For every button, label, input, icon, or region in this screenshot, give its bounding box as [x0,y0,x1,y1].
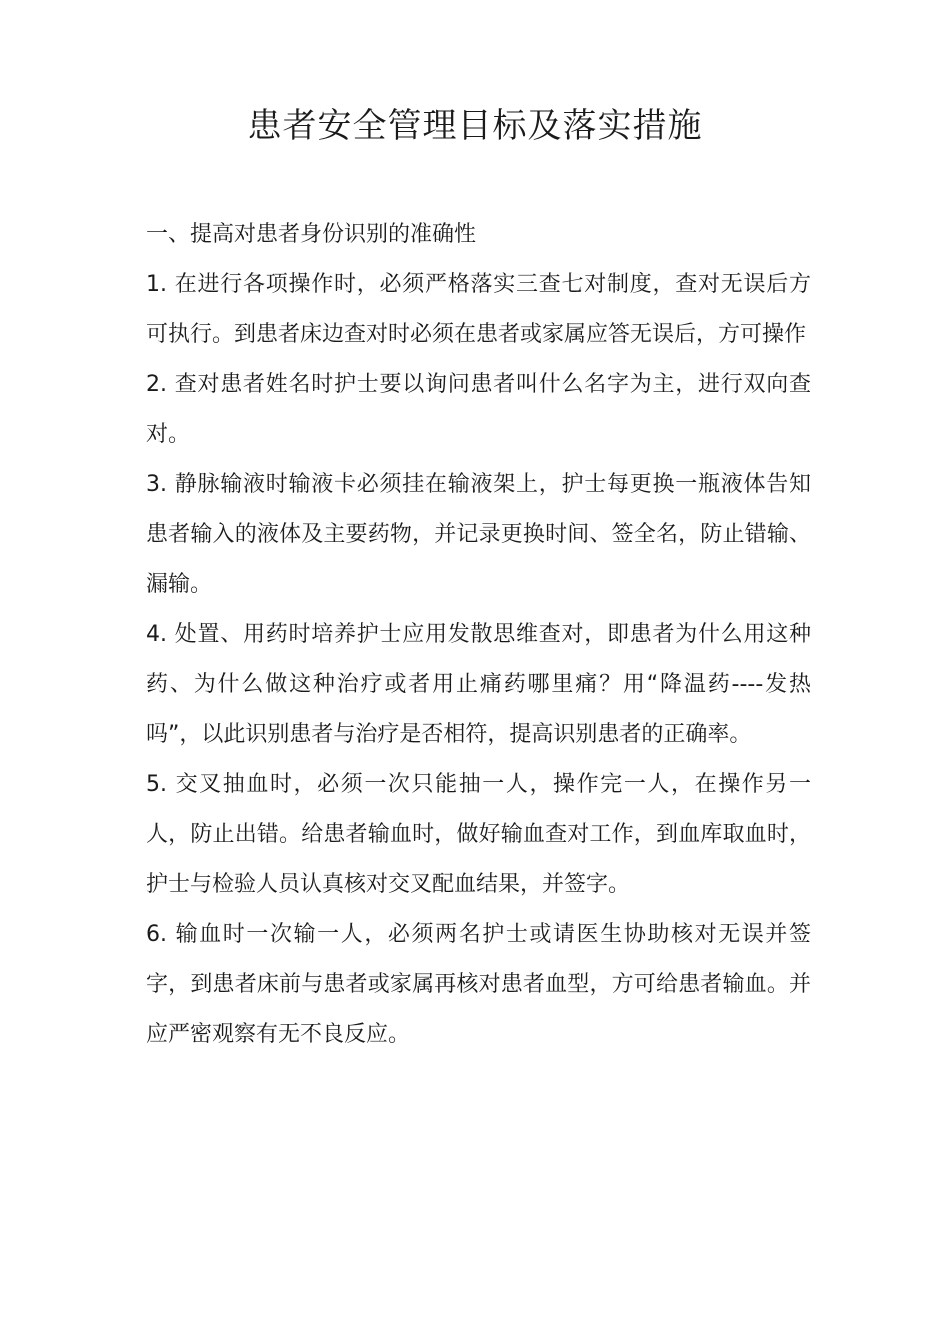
document-body [146,210,811,1060]
list-item-3: 3. 静脉输液时输液卡必须挂在输液架上，护士每更换一瓶液体告知患者输入的液体及主要药物，并记录更换时间、签全名，防止错输、漏输。 [146,472,811,597]
list-item-6: 6. 输血时一次输一人，必须两名护士或请医生协助核对无误并签字，到患者床前与患者或家属再核对患者血型，方可给患者输血。并应严密观察有无不良反应。 [146,922,811,1047]
list-item-1: 1. 在进行各项操作时，必须严格落实三查七对制度，查对无误后方可执行。到患者床边查对时必须在患者或家属应答无误后，方可操作 [146,272,811,347]
document-title: 患者安全管理目标及落实措施 [247,106,703,146]
list-item-2: 2. 查对患者姓名时护士要以询问患者叫什么名字为主，进行双向查对。 [146,372,811,447]
list-item-5: 5. 交叉抽血时，必须一次只能抽一人，操作完一人，在操作另一人，防止出错。给患者输血时，做好输血查对工作，到血库取血时，护士与检验人员认真核对交叉配血结果，并签字。 [146,772,811,897]
section-heading: 一、提高对患者身份识别的准确性 [146,222,477,247]
list-item-4: 4. 处置、用药时培养护士应用发散思维查对，即患者为什么用这种药、为什么做这种治疗或者用止痛药哪里痛？用“降温药----发热吗”，以此识别患者与治疗是否相符，提高识别患者的正确率。 [146,622,811,747]
